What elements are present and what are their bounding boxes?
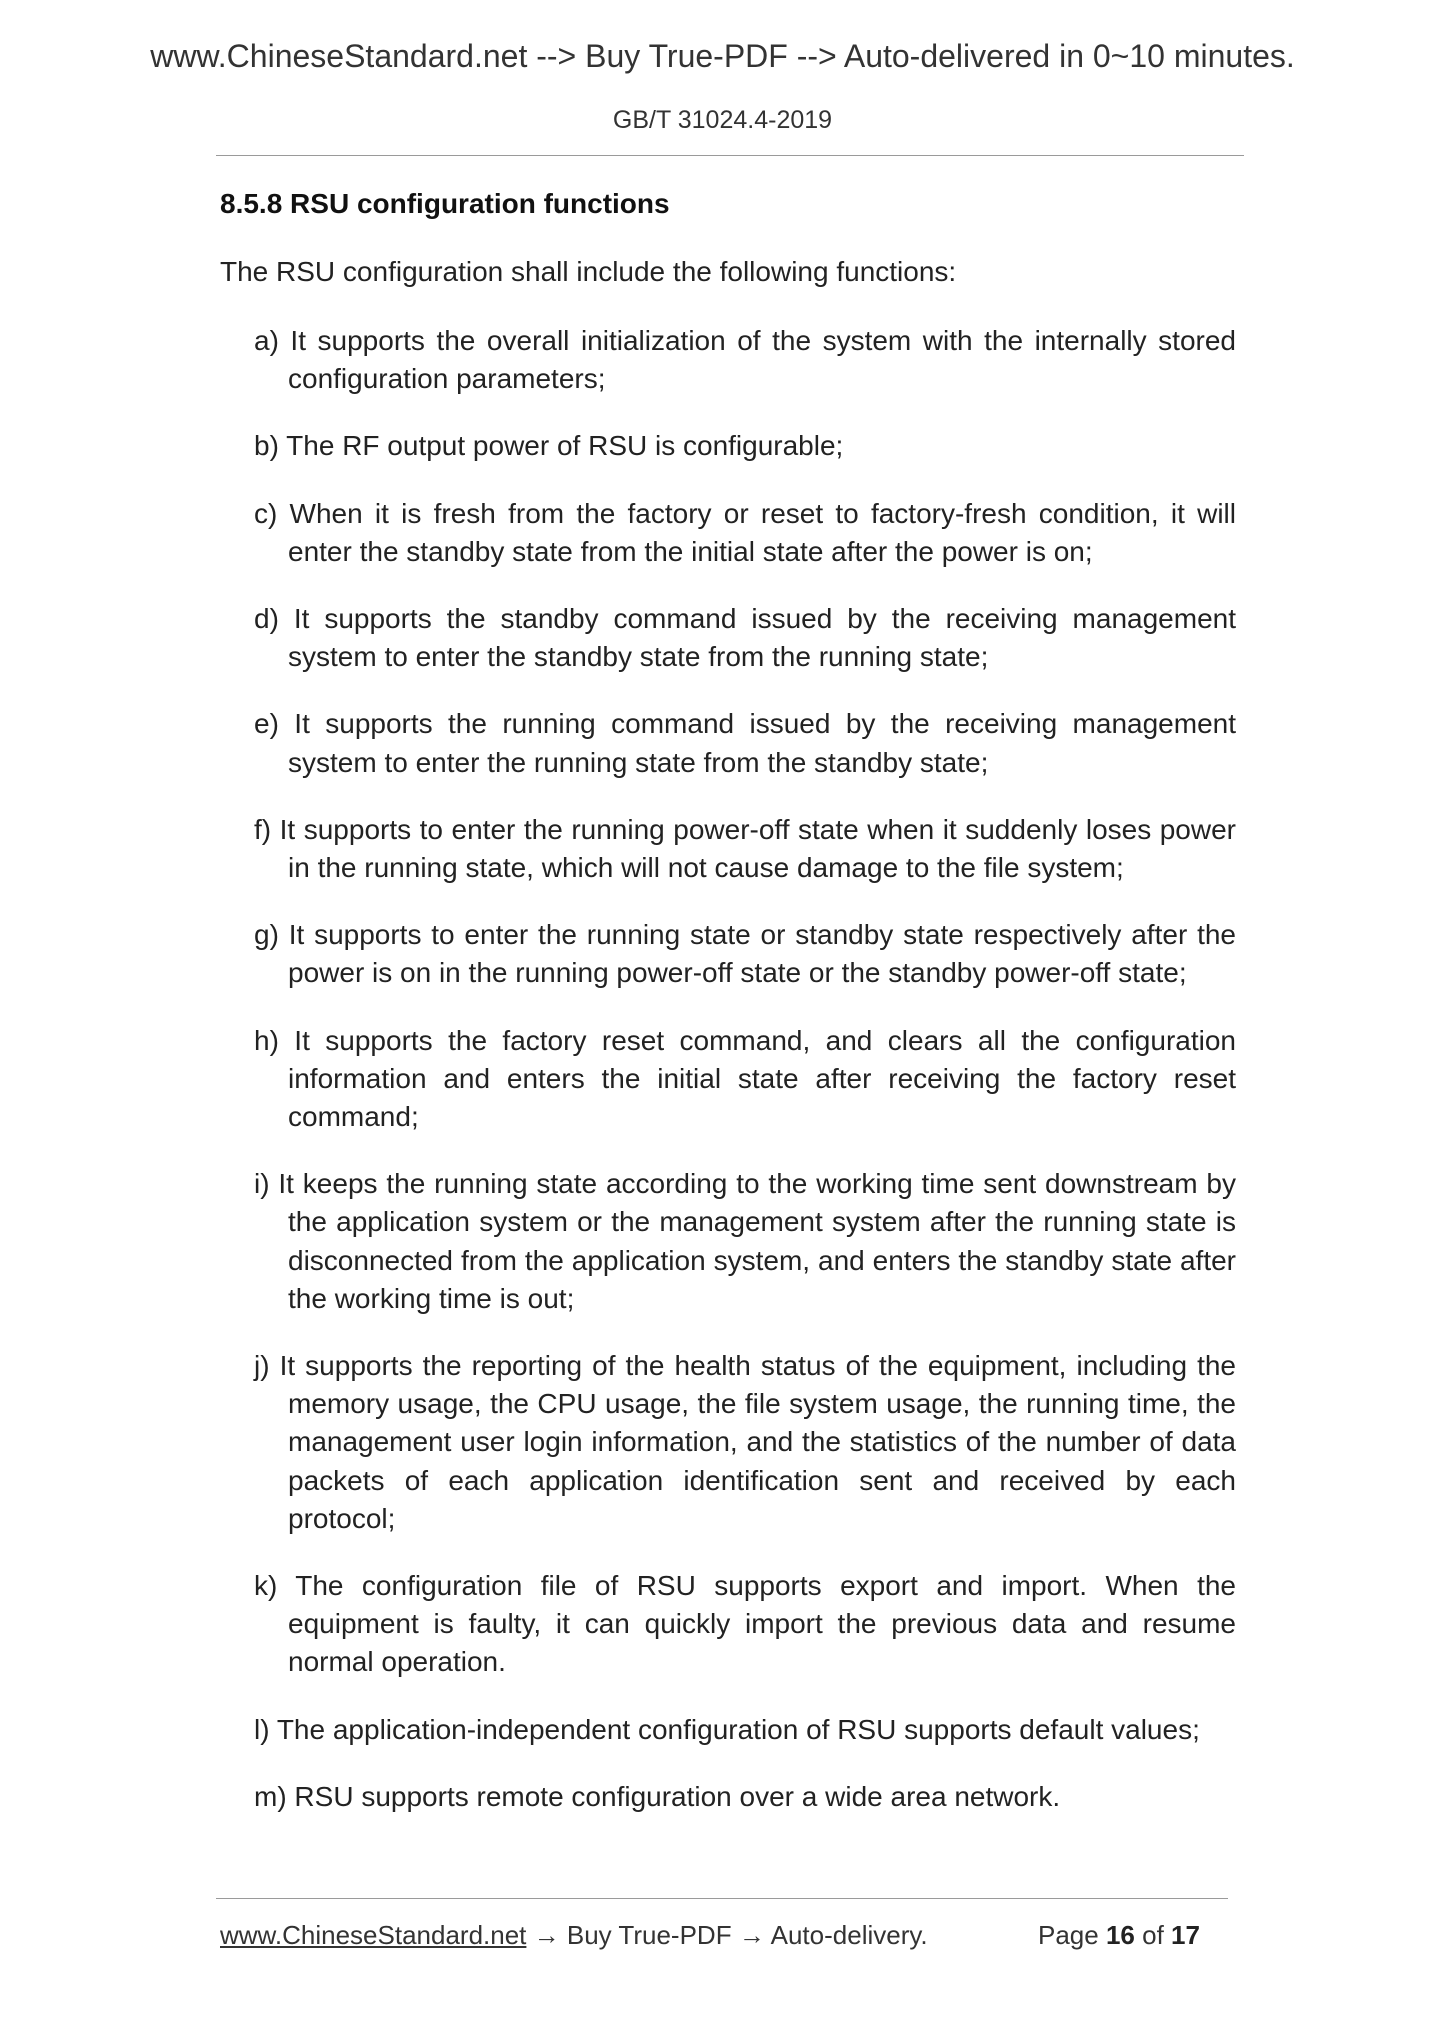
arrow-right-icon: → bbox=[738, 1920, 765, 1950]
section-title: 8.5.8 RSU configuration functions bbox=[220, 188, 670, 219]
page-current: 16 bbox=[1105, 1920, 1135, 1950]
list-item-c: c) When it is fresh from the factory or reset to factory-fresh condition, it will enter the standby state from the initial state after the power is on; bbox=[254, 497, 1236, 567]
list-item-k: k) The configuration file of RSU supports export and import. When the equipment is faulty, it can quickly import the previous data and resume normal operation. bbox=[254, 1570, 1236, 1678]
list-item-f: f) It supports to enter the running power-off state when it suddenly loses power in the running state, which will not cause damage to the file system; bbox=[254, 813, 1236, 884]
top-banner: www.ChineseStandard.net --> Buy True-PDF --> Auto-delivered in 0~10 minutes. bbox=[150, 38, 1295, 74]
list-item-h: h) It supports the factory reset command, and clears all the configuration information and enters the initial state after receiving the factory reset command; bbox=[254, 1024, 1236, 1133]
list-item-l: l) The application-independent configuration of RSU supports default values; bbox=[254, 1713, 1200, 1745]
footer-divider bbox=[216, 1898, 1228, 1899]
document-code: GB/T 31024.4-2019 bbox=[612, 106, 833, 134]
footer-promo bbox=[220, 1920, 928, 1951]
header-divider bbox=[216, 155, 1244, 156]
list-item-m: m) RSU supports remote configuration over a wide area network. bbox=[254, 1780, 1061, 1812]
function-list bbox=[254, 322, 1236, 1845]
list-item-e: e) It supports the running command issued by the receiving management system to enter the running state from the standby state; bbox=[254, 708, 1236, 778]
list-item-a: a) It supports the overall initialization of the system with the internally stored configuration parameters; bbox=[254, 325, 1236, 395]
footer-buy-text: Buy True-PDF bbox=[566, 1920, 732, 1950]
list-item-d: d) It supports the standby command issued by the receiving management system to enter the standby state from the running state; bbox=[254, 603, 1236, 673]
page-total: 17 bbox=[1171, 1920, 1200, 1950]
list-item-j: j) It supports the reporting of the health status of the equipment, including the memory usage, the CPU usage, the file system usage, the running time, the management user login information, and the statistics of the number of data packets of each application identification sent and received by each protocol; bbox=[254, 1350, 1236, 1534]
list-item-g: g) It supports to enter the running state or standby state respectively after the power is on in the running power-off state or the standby power-off state; bbox=[254, 919, 1236, 989]
list-item-b: b) The RF output power of RSU is configurable; bbox=[254, 430, 844, 462]
section-intro: The RSU configuration shall include the following functions: bbox=[220, 256, 957, 287]
of-word: of bbox=[1142, 1920, 1164, 1950]
list-item-i: i) It keeps the running state according to the working time sent downstream by the application system or the management system after the running state is disconnected from the application system, and enters the standby state after the working time is out; bbox=[254, 1168, 1236, 1314]
footer-site-link[interactable]: www.ChineseStandard.net bbox=[220, 1920, 527, 1950]
arrow-right-icon: → bbox=[533, 1920, 560, 1950]
page-word: Page bbox=[1038, 1920, 1099, 1950]
page-number bbox=[1038, 1920, 1200, 1951]
footer-delivery-text: Auto-delivery. bbox=[770, 1920, 928, 1950]
